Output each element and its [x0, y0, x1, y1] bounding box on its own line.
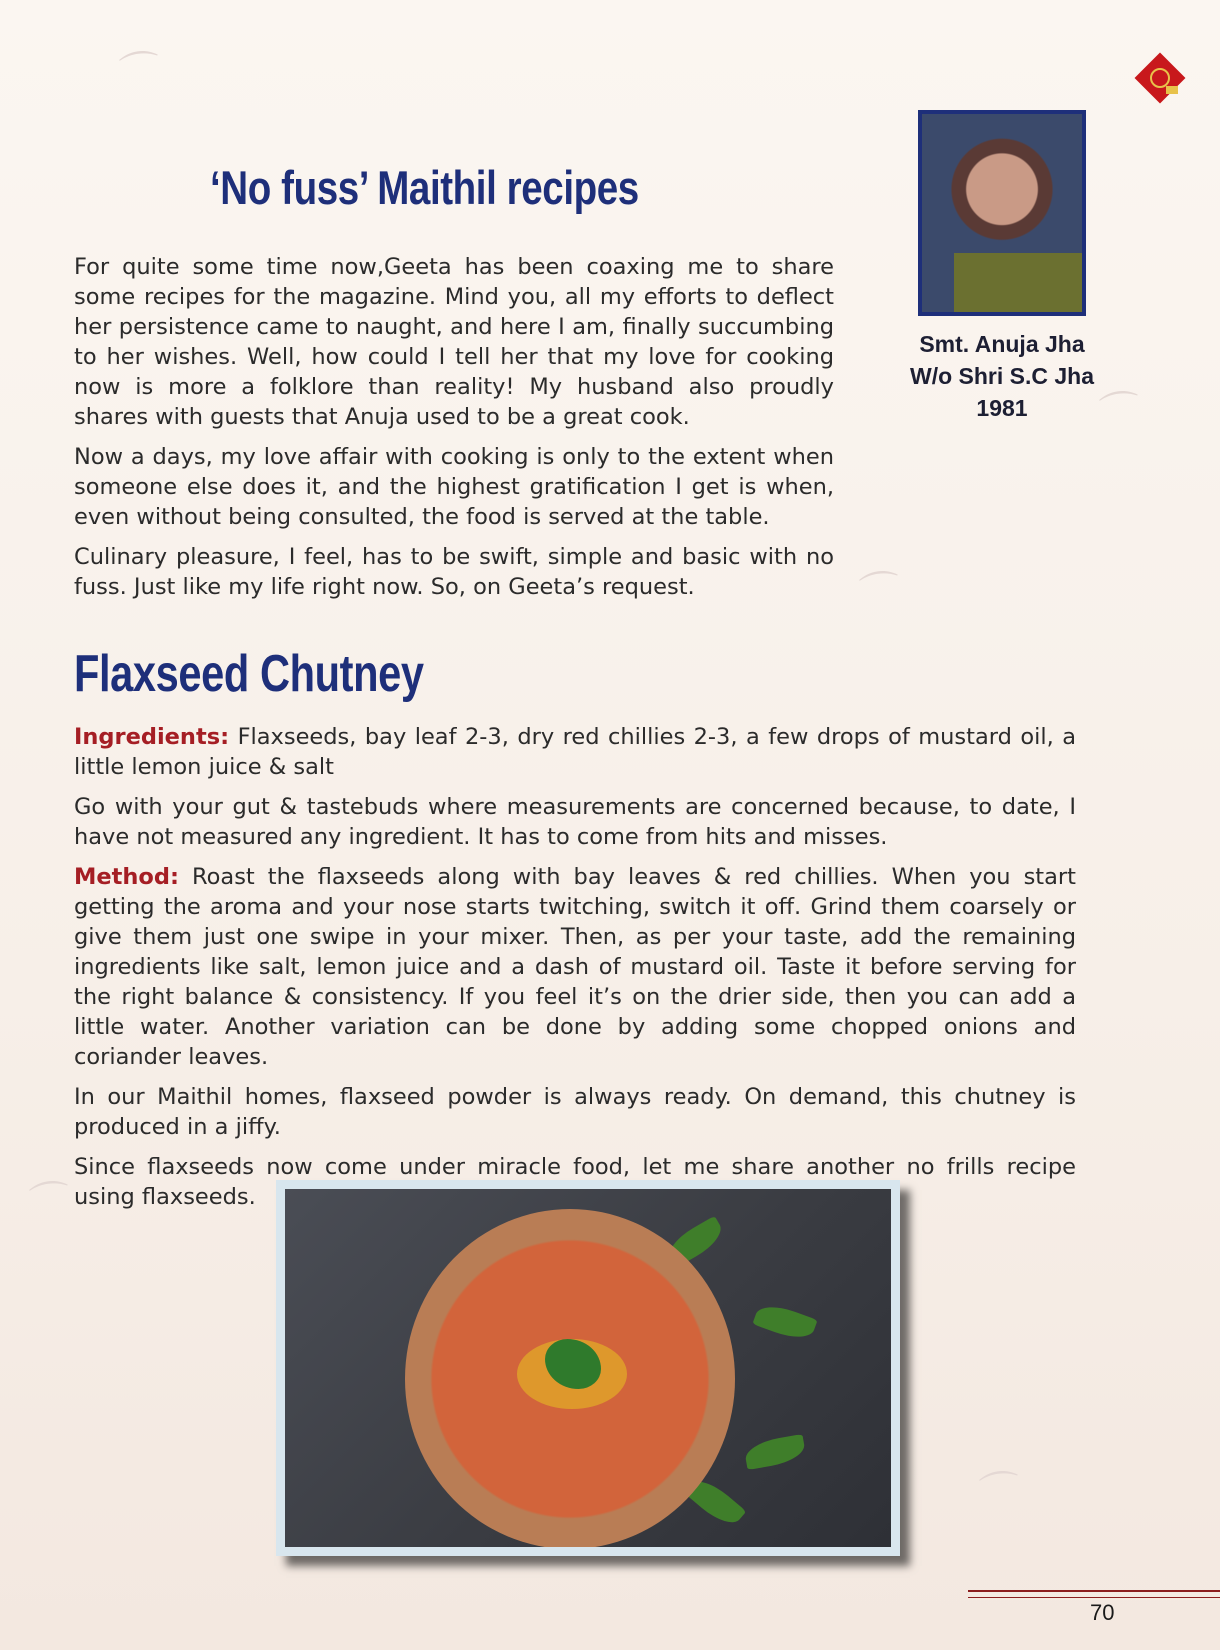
chutney-photo [276, 1180, 900, 1556]
maithil-note: In our Maithil homes, flaxseed powder is always ready. On demand, this chutney is produced in a jiffy. [74, 1084, 1076, 1140]
bird-decoration: ⌒ [27, 1176, 74, 1228]
author-year: 1981 [976, 395, 1028, 421]
recipe-heading: Flaxseed Chutney [74, 645, 424, 703]
page-number: 70 [1090, 1600, 1115, 1625]
intro-paragraph: For quite some time now,Geeta has been coaxing me to share some recipes for the magazine. Mind you, all my efforts to deflect her persistence came to naught, and here I am, finally succumbing to her wishes. Well, how could I tell her that my love for cooking now is more a folklore than reality! My husband also proudly shares with guests that Anuja used to be a great cook. [74, 254, 834, 430]
bird-decoration: ⌒ [117, 46, 164, 98]
ingredients-paragraph [74, 722, 1076, 782]
intro-section [74, 252, 834, 612]
intro-paragraph: Now a days, my love affair with cooking is only to the extent when someone else does it, and the highest gratification I get is when, even without being consulted, the food is served at the table. [74, 444, 834, 530]
author-photo [918, 110, 1086, 316]
page-title: ‘No fuss’ Maithil recipes [210, 161, 639, 214]
closing-note: Since flaxseeds now come under miracle food, let me share another no frills recipe using flaxseeds. [74, 1154, 1076, 1210]
measure-note: Go with your gut & tastebuds where measurements are concerned because, to date, I have not measured any ingredient. It has to come from hits and misses. [74, 794, 1076, 850]
emblem-logo-icon [1134, 52, 1186, 104]
method-text: Roast the flaxseeds along with bay leaves & red chillies. When you start getting the aroma and your nose starts twitching, switch it off. Grind them coarsely or give them just one swipe in your mixer. Then, as per your taste, add the remaining ingredients like salt, lemon juice and a dash of mustard oil. Taste it before serving for the right balance & consistency. If you feel it’s on the drier side, then you can add a little water. Another variation can be done by adding some chopped onions and coriander leaves. [74, 864, 1076, 1070]
bird-decoration: ⌒ [857, 566, 904, 618]
bird-decoration: ⌒ [1097, 386, 1144, 438]
author-relation: W/o Shri S.C Jha [909, 363, 1095, 389]
footer-rule [968, 1590, 1220, 1598]
bird-decoration: ⌒ [977, 1466, 1024, 1518]
intro-paragraph: Culinary pleasure, I feel, has to be swift, simple and basic with no fuss. Just like my life right now. So, on Geeta’s request. [74, 544, 834, 600]
ingredients-label: Ingredients: [74, 724, 230, 750]
method-label: Method: [74, 864, 179, 890]
ingredients-text: Flaxseeds, bay leaf 2-3, dry red chillies 2-3, a few drops of mustard oil, a little lemon juice & salt [74, 724, 1076, 780]
recipe-body [74, 722, 1076, 1222]
author-name: Smt. Anuja Jha [919, 331, 1085, 357]
author-caption [880, 328, 1124, 424]
method-paragraph [74, 862, 1076, 1072]
